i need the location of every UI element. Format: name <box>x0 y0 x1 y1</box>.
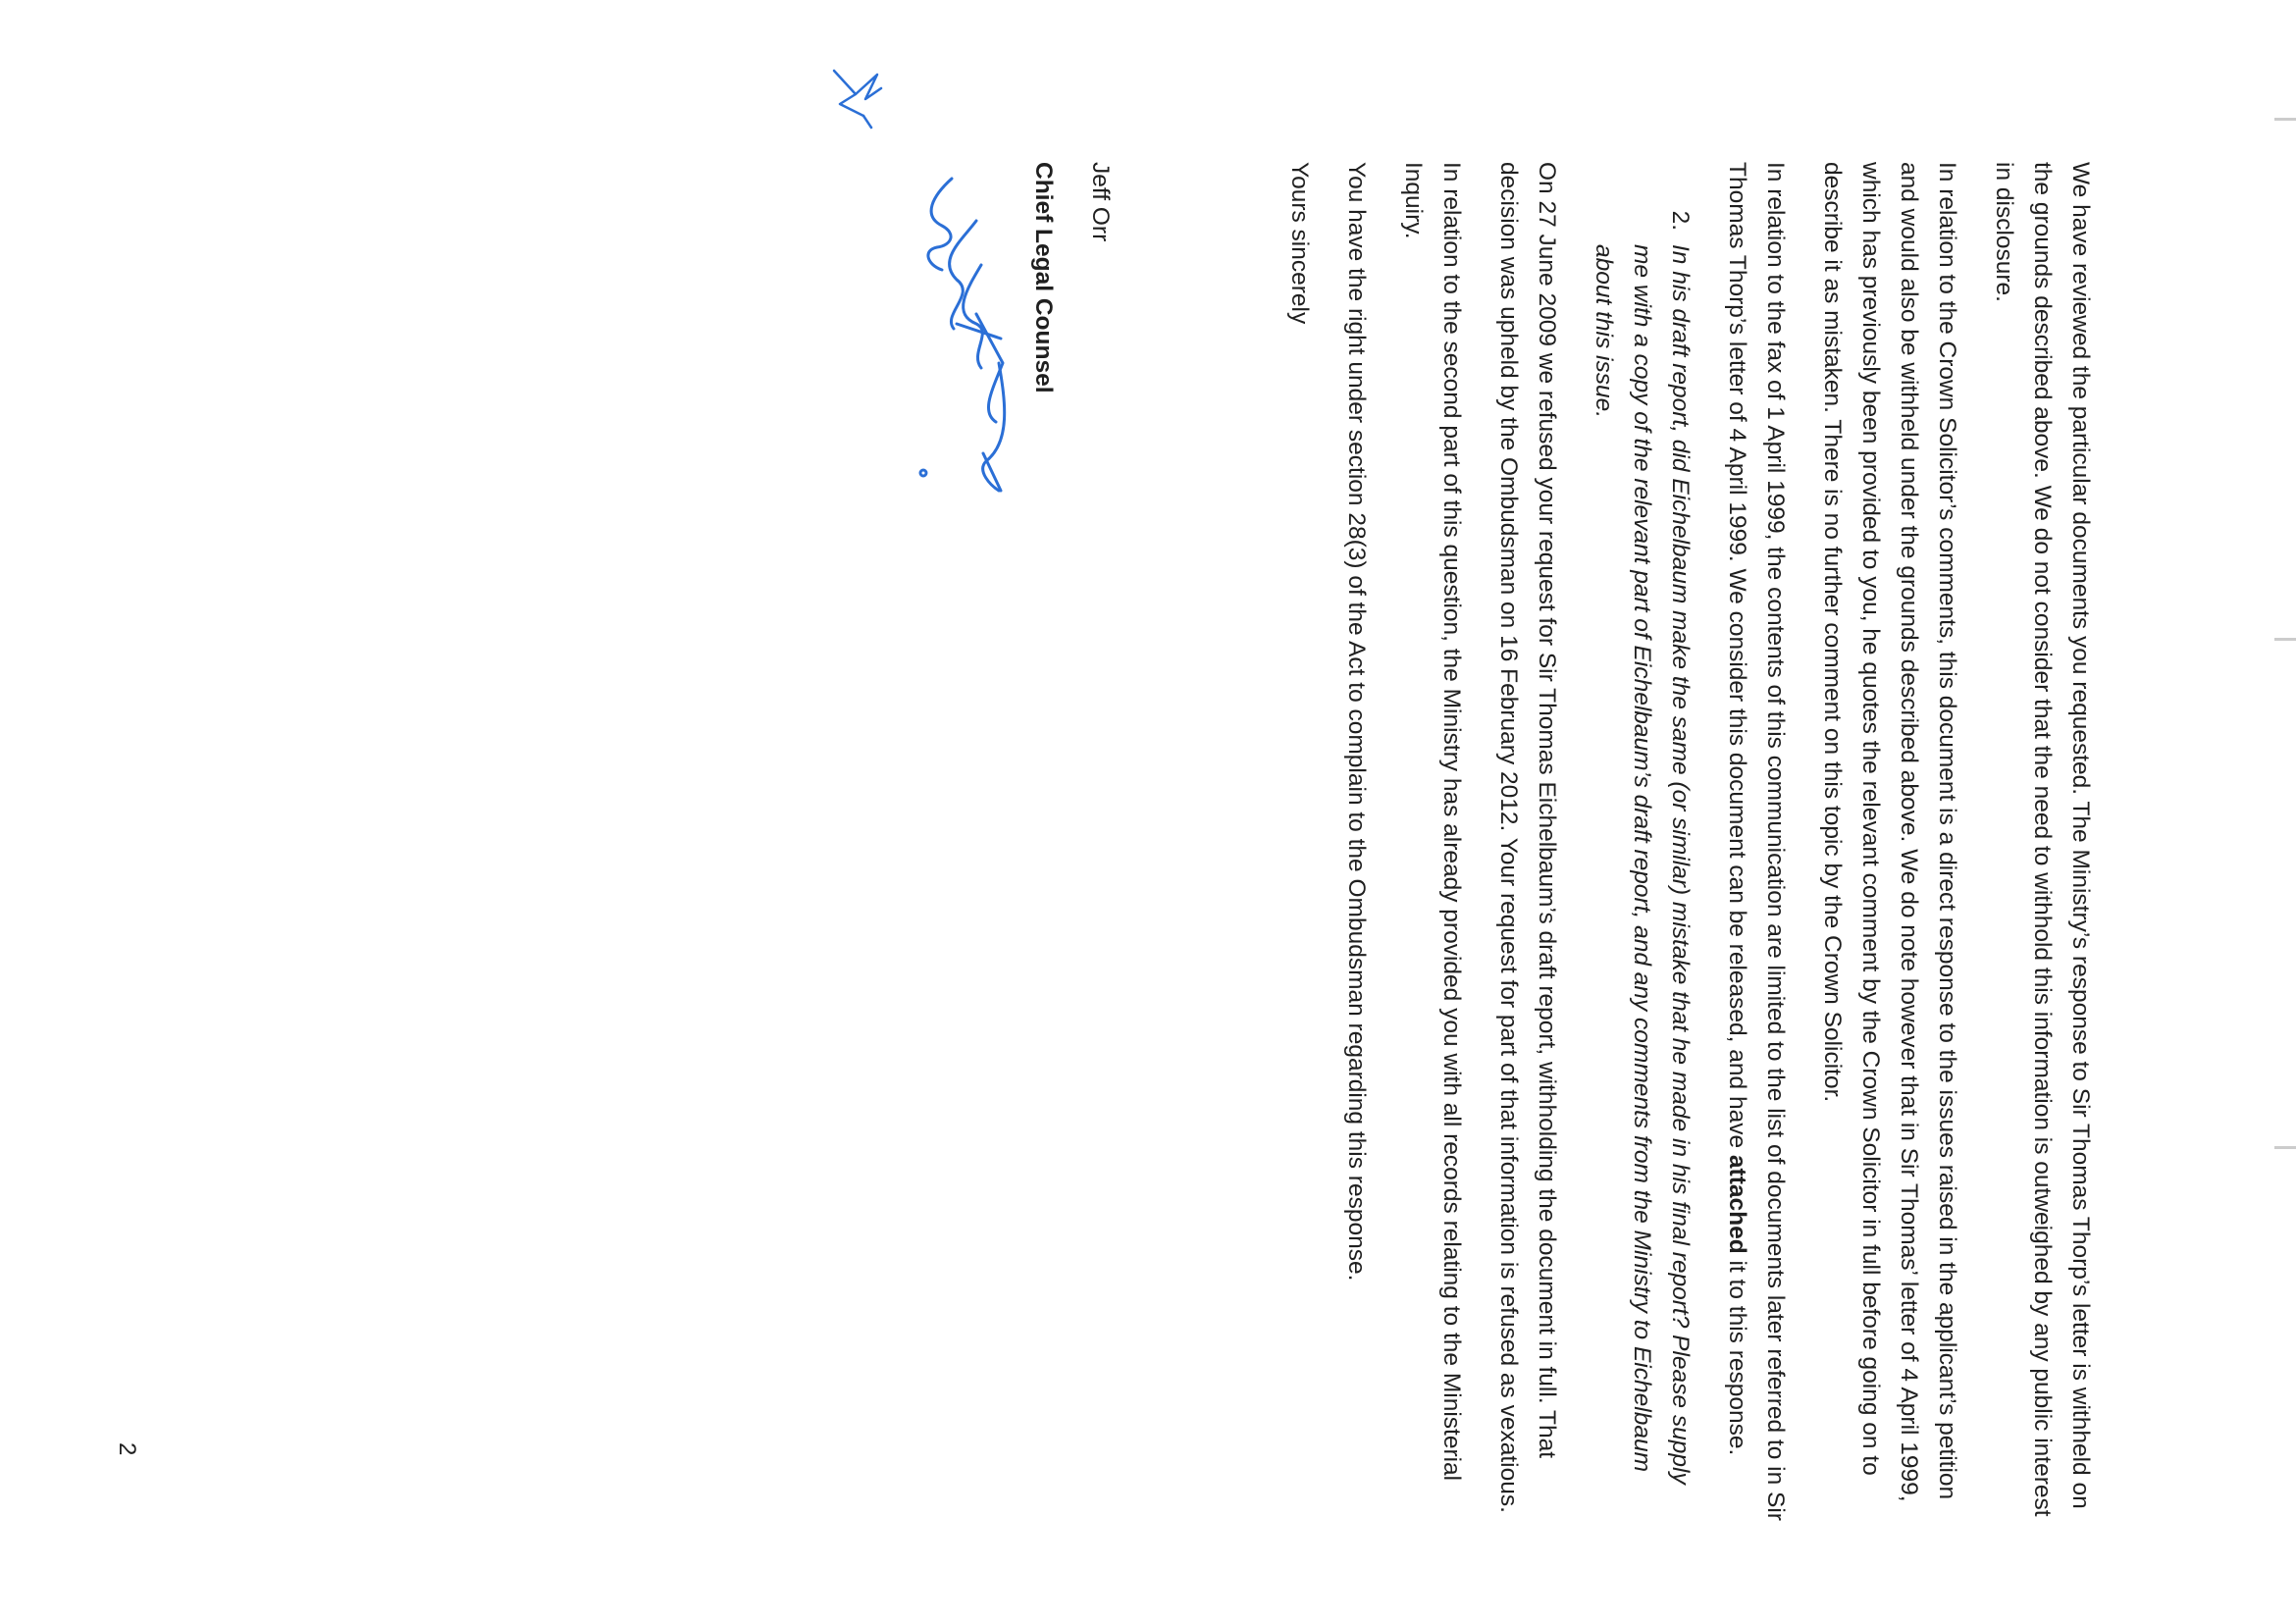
paragraph-fax <box>1718 162 1795 1536</box>
paragraph-draft-report-refusal: On 27 June 2009 we refused your request for Sir Thomas Eichelbaum’s draft report, withholding the document in full. That decision was upheld by the Ombudsman on 16 February 2012. Your request for part of that information is refused as vexatious. <box>1495 162 1560 1513</box>
initials-signature <box>826 65 885 133</box>
scan-mark <box>2274 118 2296 121</box>
paragraph-fax-text: In relation to the fax of 1 April 1999, the contents of this communication are limited to the list of documents later referred to in Sir Thomas Thorp’s letter of 4 April 1999. We consider this document can be released, and have <box>1724 162 1789 1521</box>
scan-mark <box>2274 638 2296 641</box>
paragraph-documents-reviewed: We have reviewed the particular documents you requested. The Ministry’s response to Sir Thomas Thorp’s letter is withheld on the grounds described above. We do not consider that the need to withhold this information is outweighed by any public interest in disclosure. <box>1991 162 2094 1517</box>
signature-space <box>1120 162 1262 1536</box>
scan-mark <box>2274 1146 2296 1149</box>
attached-emphasis: attached <box>1724 1154 1750 1254</box>
paragraph-crown-solicitor: In relation to the Crown Solicitor’s comments, this document is a direct response to the issues raised in the applicant’s petition and would also be withheld under the grounds described above. We do note however that in Sir Thomas’ letter of 4 April 1999, which has previously been provided to you, he quotes the relevant comment by the Crown Solicitor in full before going on to describe it as mistaken. There is no further comment on this topic by the Crown Solicitor. <box>1819 162 1960 1502</box>
letter-body <box>1006 162 2100 1536</box>
signatory-name: Jeff Orr <box>1087 162 1114 242</box>
question-2 <box>1585 162 1699 1536</box>
paragraph-fax-text-end: it to this response. <box>1724 1253 1750 1456</box>
paragraph-right-to-complain: You have the right under section 28(3) of the Act to complain to the Ombudsman regarding this response. <box>1343 162 1370 1282</box>
signatory-title: Chief Legal Counsel <box>1030 162 1057 393</box>
page-number: 2 <box>114 1442 140 1456</box>
handwritten-signature <box>883 167 1020 510</box>
question-number: 2. <box>1667 210 1694 231</box>
paragraph-ministerial-inquiry: In relation to the second part of this question, the Ministry has already provided you with all records relating to the Ministerial Inquiry. <box>1400 162 1465 1482</box>
closing-salutation: Yours sincerely <box>1286 162 1313 325</box>
question-text: In his draft report, did Eichelbaum make the same (or similar) mistake that he made in his final report? Please supply me with a copy of the relevant part of Eichelbaum’s draft report, and any comments from the Ministry to Eichelbaum about this issue. <box>1591 244 1694 1485</box>
